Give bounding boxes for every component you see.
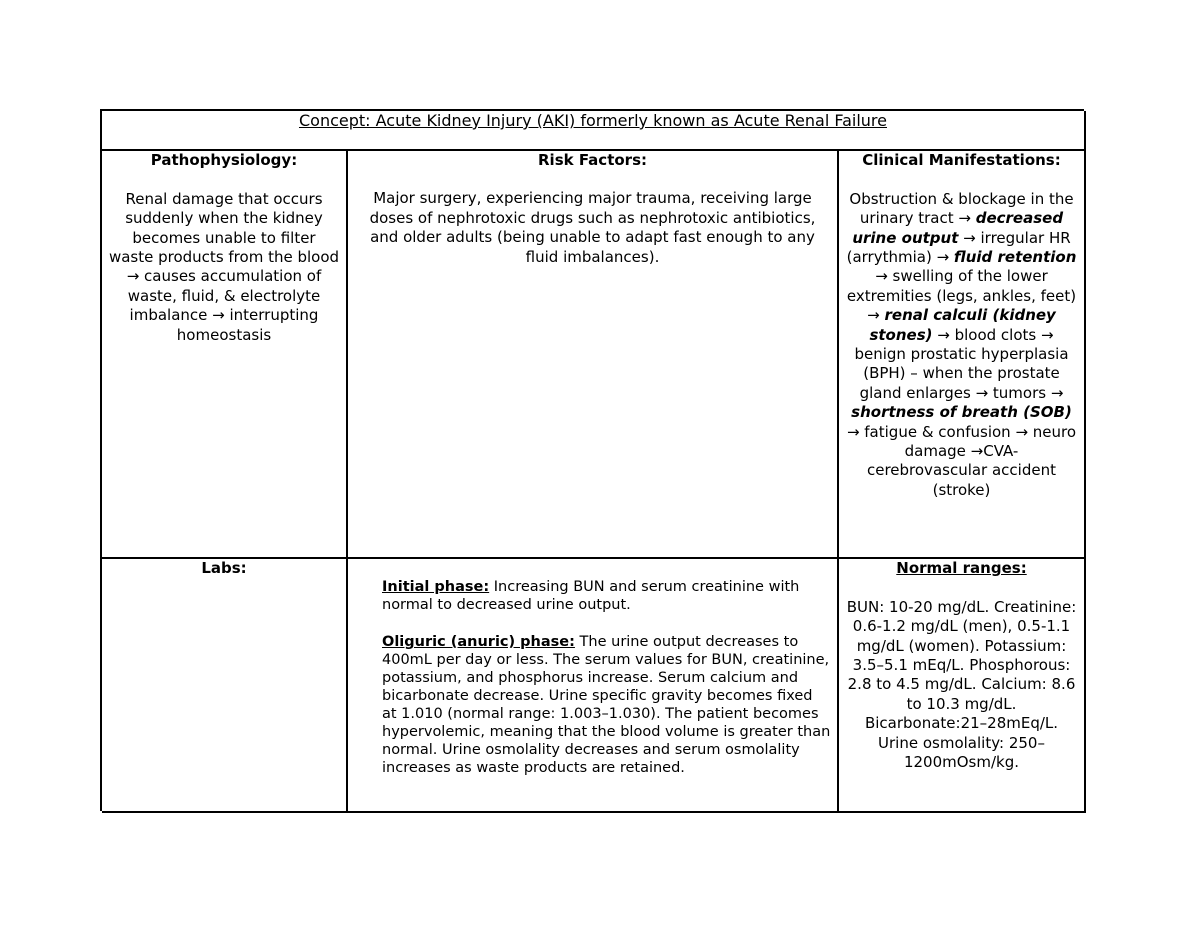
labs-cell: [102, 559, 348, 813]
clinical-manifestations-heading: Clinical Manifestations:: [862, 151, 1061, 169]
risk-factors-heading: Risk Factors:: [538, 151, 647, 169]
risk-factors-cell: [348, 151, 839, 559]
phases-text: [348, 559, 837, 777]
clinical-manifestations-cell: [839, 151, 1086, 559]
normal-ranges-cell: [839, 559, 1086, 813]
pathophysiology-cell: [102, 151, 348, 559]
risk-factors-text: Major surgery, experiencing major trauma, receiving large doses of nephrotoxic drugs such as nephrotoxic antibiotics, and older adults (being unable to adapt fast enough to any fluid imbalances).: [369, 189, 816, 266]
normal-ranges-text: BUN: 10-20 mg/dL. Creatinine: 0.6-1.2 mg/dL (men), 0.5-1.1 mg/dL (women). Potassium: 3.5–5.1 mEq/L. Phosphorous: 2.8 to 4.5 mg/dL. Calcium: 8.6 to 10.3 mg/dL. Bicarbonate:21–28mEq/L. Urine osmolality: 250–1200mOsm/kg.: [846, 597, 1077, 772]
concept-title-cell: [102, 111, 1086, 151]
labs-heading: Labs:: [201, 559, 247, 577]
normal-ranges-heading: Normal ranges:: [896, 559, 1027, 577]
labs-phases-cell: [348, 559, 839, 813]
concept-title: Concept: Acute Kidney Injury (AKI) formerly known as Acute Renal Failure: [298, 111, 887, 130]
clinical-manifestations-text: Obstruction & blockage in the urinary tract → decreased urine output → irregular HR (arrythmia) → fluid retention → swelling of the lower extremities (legs, ankles, feet) → renal calculi (kidney stones) → blood clots → benign prostatic hyperplasia (BPH) – when the prostate gland enlarges → tumors → shortness of breath (SOB) → fatigue & confusion → neuro damage →CVA- cerebrovascular accident (stroke): [846, 189, 1077, 499]
pathophysiology-heading: Pathophysiology:: [150, 151, 298, 169]
oliguric-phase: Oliguric (anuric) phase: The urine output decreases to 400mL per day or less. The serum values for BUN, creatinine, potassium, and phosphorus increase. Serum calcium and bicarbonate decrease. Urine specific gravity becomes fixed at 1.010 (normal range: 1.003–1.030). The patient becomes hypervolemic, meaning that the blood volume is greater than normal. Urine osmolality decreases and serum osmolality increases as waste products are retained.: [382, 634, 831, 776]
pathophysiology-text: Renal damage that occurs suddenly when the kidney becomes unable to filter waste products from the blood → causes accumulation of waste, fluid, & electrolyte imbalance → interrupting homeostasis: [108, 189, 340, 344]
initial-phase: Initial phase: Increasing BUN and serum creatinine with normal to decreased urine output.: [382, 579, 800, 613]
concept-map-table: [100, 109, 1084, 811]
